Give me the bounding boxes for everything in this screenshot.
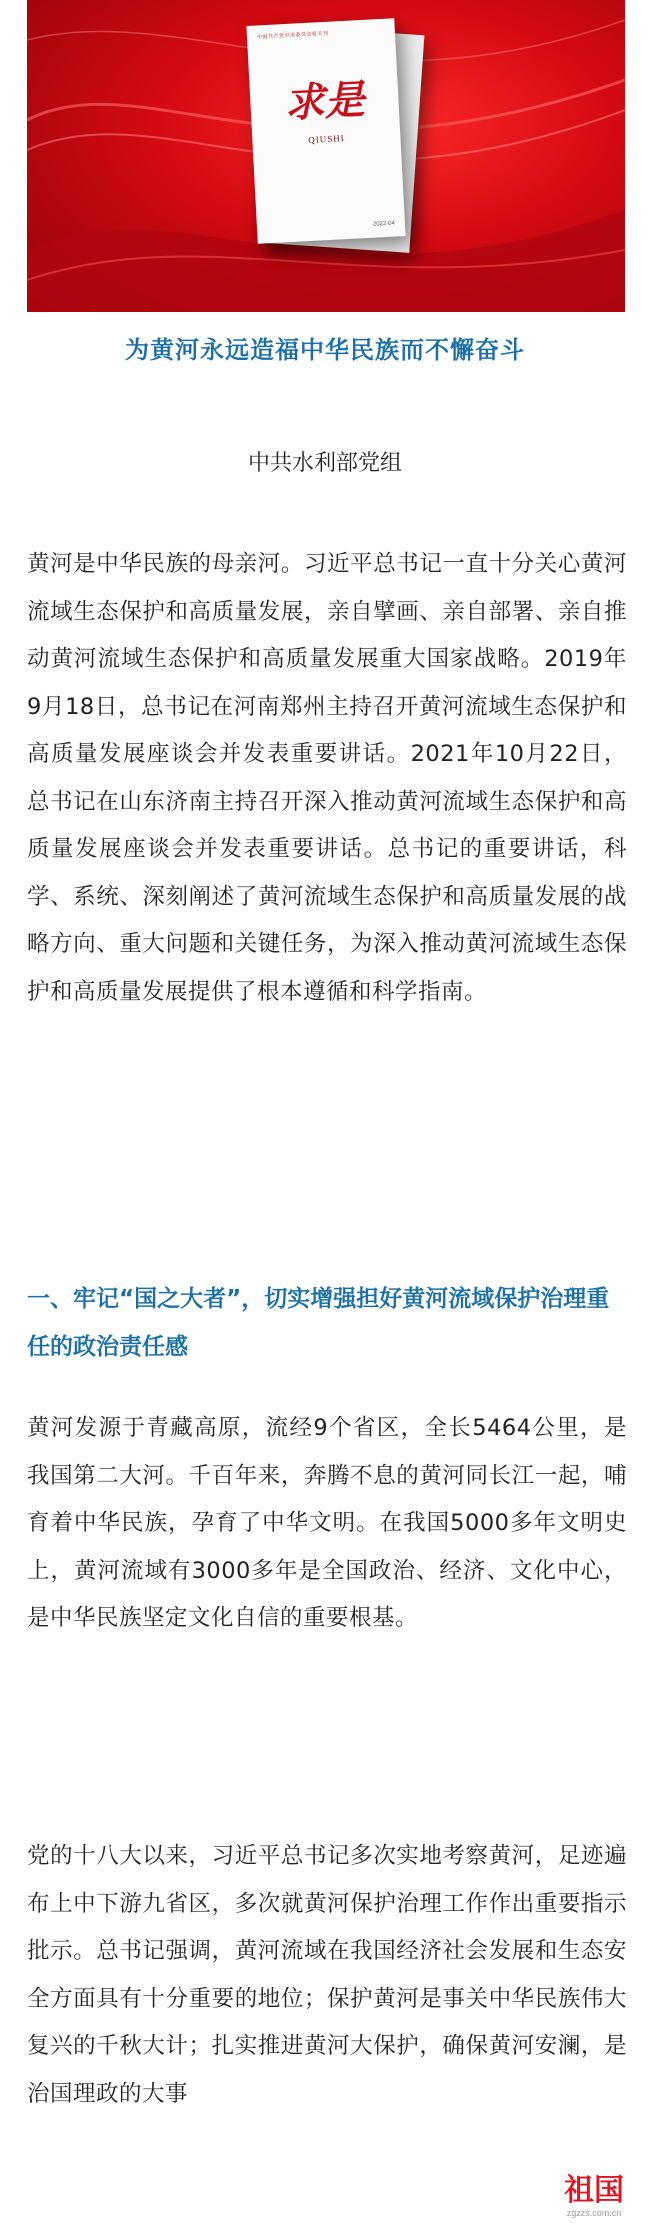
section-heading: 一、牢记“国之大者”，切实增强担好黄河流域保护治理重任的政治责任感 (27, 1286, 610, 1360)
watermark-logo-text: 祖国 (564, 2173, 624, 2208)
site-watermark (546, 2175, 642, 2221)
magazine-header: 中国共产党中央委员会机关刊 (256, 30, 329, 41)
magazine-issue: 2022·04 (372, 220, 396, 228)
magazine-title: 求是 (283, 75, 366, 128)
magazine-cover (246, 18, 405, 243)
article-author: 中共水利部党组 (247, 451, 402, 476)
magazine-subtitle: QIUSHI (307, 133, 345, 145)
cover-banner (27, 0, 625, 312)
body-paragraph: 黄河是中华民族的母亲河。习近平总书记一直十分关心黄河流域生态保护和高质量发展，亲自擘画、亲自部署、亲自推动黄河流域生态保护和高质量发展重大国家战略。2019年9月18日，总书记在河南郑州主持召开黄河流域生态保护和高质量发展座谈会并发表重要讲话。2021年10月22日，总书记在山东济南主持召开深入推动黄河流域生态保护和高质量发展座谈会并发表重要讲话。总书记的重要讲话，科学、系统、深刻阐述了黄河流域生态保护和高质量发展的战略方向、重大问题和关键任务，为深入推动黄河流域生态保护和高质量发展提供了根本遵循和科学指南。 (27, 551, 627, 1005)
article-headline: 为黄河永远造福中华民族而不懈奋斗 (125, 336, 525, 364)
body-paragraph: 党的十八大以来，习近平总书记多次实地考察黄河，足迹遍布上中下游九省区，多次就黄河保护治理工作作出重要指示批示。总书记强调，黄河流域在我国经济社会发展和生态安全方面具有十分重要的地位；保护黄河是事关中华民族伟大复兴的千秋大计；扎实推进黄河大保护，确保黄河安澜，是治国理政的大事 (27, 1843, 627, 2107)
body-paragraph: 黄河发源于青藏高原，流经9个省区，全长5464公里，是我国第二大河。千百年来，奔腾不息的黄河同长江一起，哺育着中华民族，孕育了中华文明。在我国5000多年文明史上，黄河流域有3000多年是全国政治、经济、文化中心，是中华民族坚定文化自信的重要根基。 (27, 1415, 627, 1631)
watermark-url: zgzzs.com.cn (566, 2208, 622, 2218)
